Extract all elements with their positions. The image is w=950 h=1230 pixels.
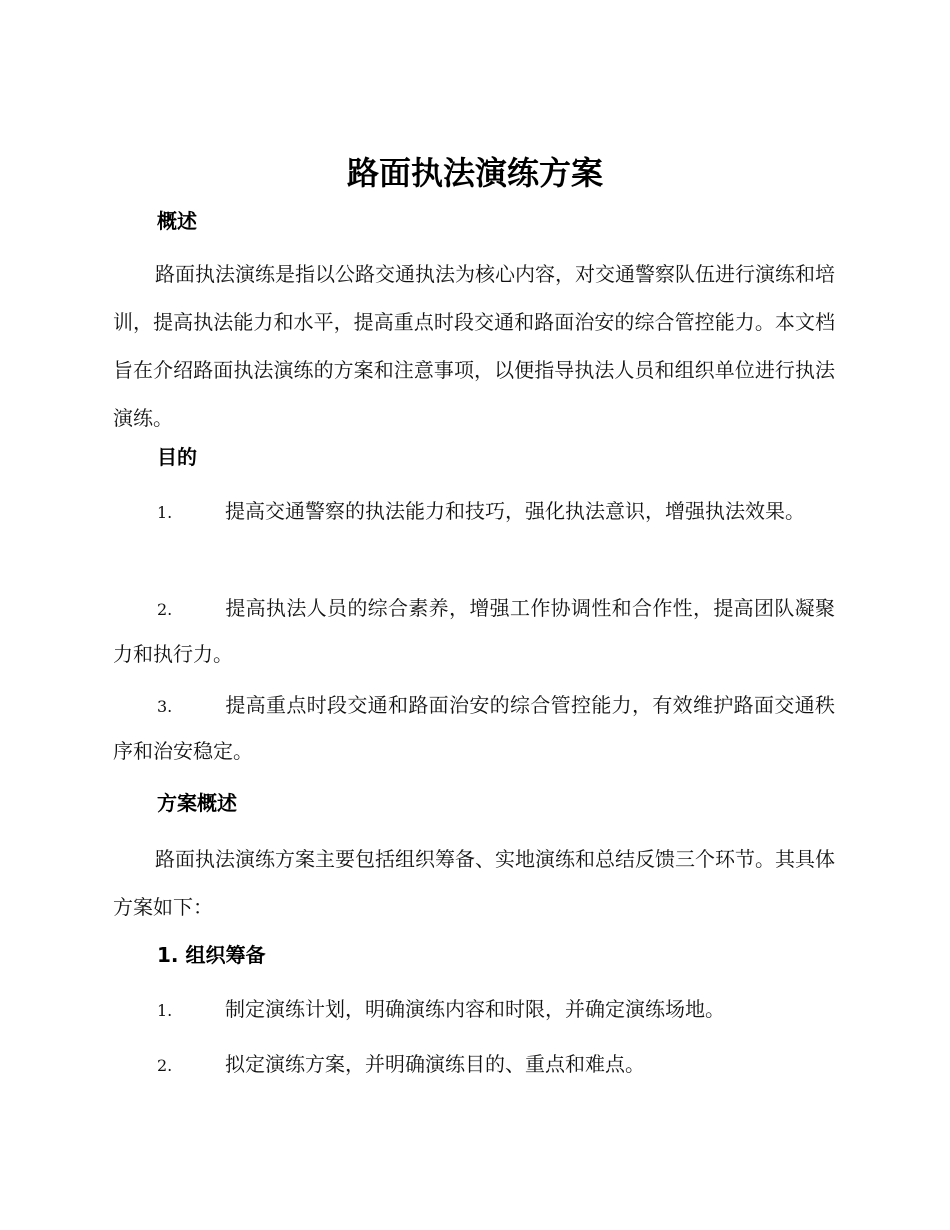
document-title: 路面执法演练方案 <box>346 154 603 192</box>
list-item-text: 制定演练计划，明确演练内容和时限，并确定演练场地。 <box>225 997 725 1021</box>
list-item-text: 提高重点时段交通和路面治安的综合管控能力，有效维护路面交通秩序和治安稳定。 <box>113 693 835 763</box>
list-number: 2. <box>157 1056 173 1075</box>
purpose-list-item <box>113 586 835 677</box>
list-number: 1. <box>157 1001 173 1020</box>
list-number: 1. <box>157 503 173 522</box>
list-number: 2. <box>157 600 173 619</box>
list-item-text: 提高交通警察的执法能力和技巧，强化执法意识，增强执法效果。 <box>225 499 805 523</box>
section-heading-purpose: 目的 <box>157 445 197 469</box>
purpose-list-item <box>113 489 835 535</box>
organization-list-item <box>113 987 835 1033</box>
section-heading-plan-overview: 方案概述 <box>157 791 237 815</box>
organization-list-item <box>113 1042 835 1088</box>
list-item-text: 提高执法人员的综合素养，增强工作协调性和合作性，提高团队凝聚力和执行力。 <box>113 596 835 666</box>
purpose-list-item <box>113 683 835 774</box>
list-item-text: 拟定演练方案，并明确演练目的、重点和难点。 <box>225 1052 645 1076</box>
section-heading-overview: 概述 <box>157 209 197 233</box>
section-heading-organization: 1. 组织筹备 <box>157 943 266 967</box>
plan-overview-paragraph: 路面执法演练方案主要包括组织筹备、实地演练和总结反馈三个环节。其具体方案如下： <box>113 847 835 919</box>
list-number: 3. <box>157 697 173 716</box>
overview-paragraph: 路面执法演练是指以公路交通执法为核心内容，对交通警察队伍进行演练和培训，提高执法能力和水平，提高重点时段交通和路面治安的综合管控能力。本文档旨在介绍路面执法演练的方案和注意事项，以便指导执法人员和组织单位进行执法演练。 <box>113 262 835 430</box>
